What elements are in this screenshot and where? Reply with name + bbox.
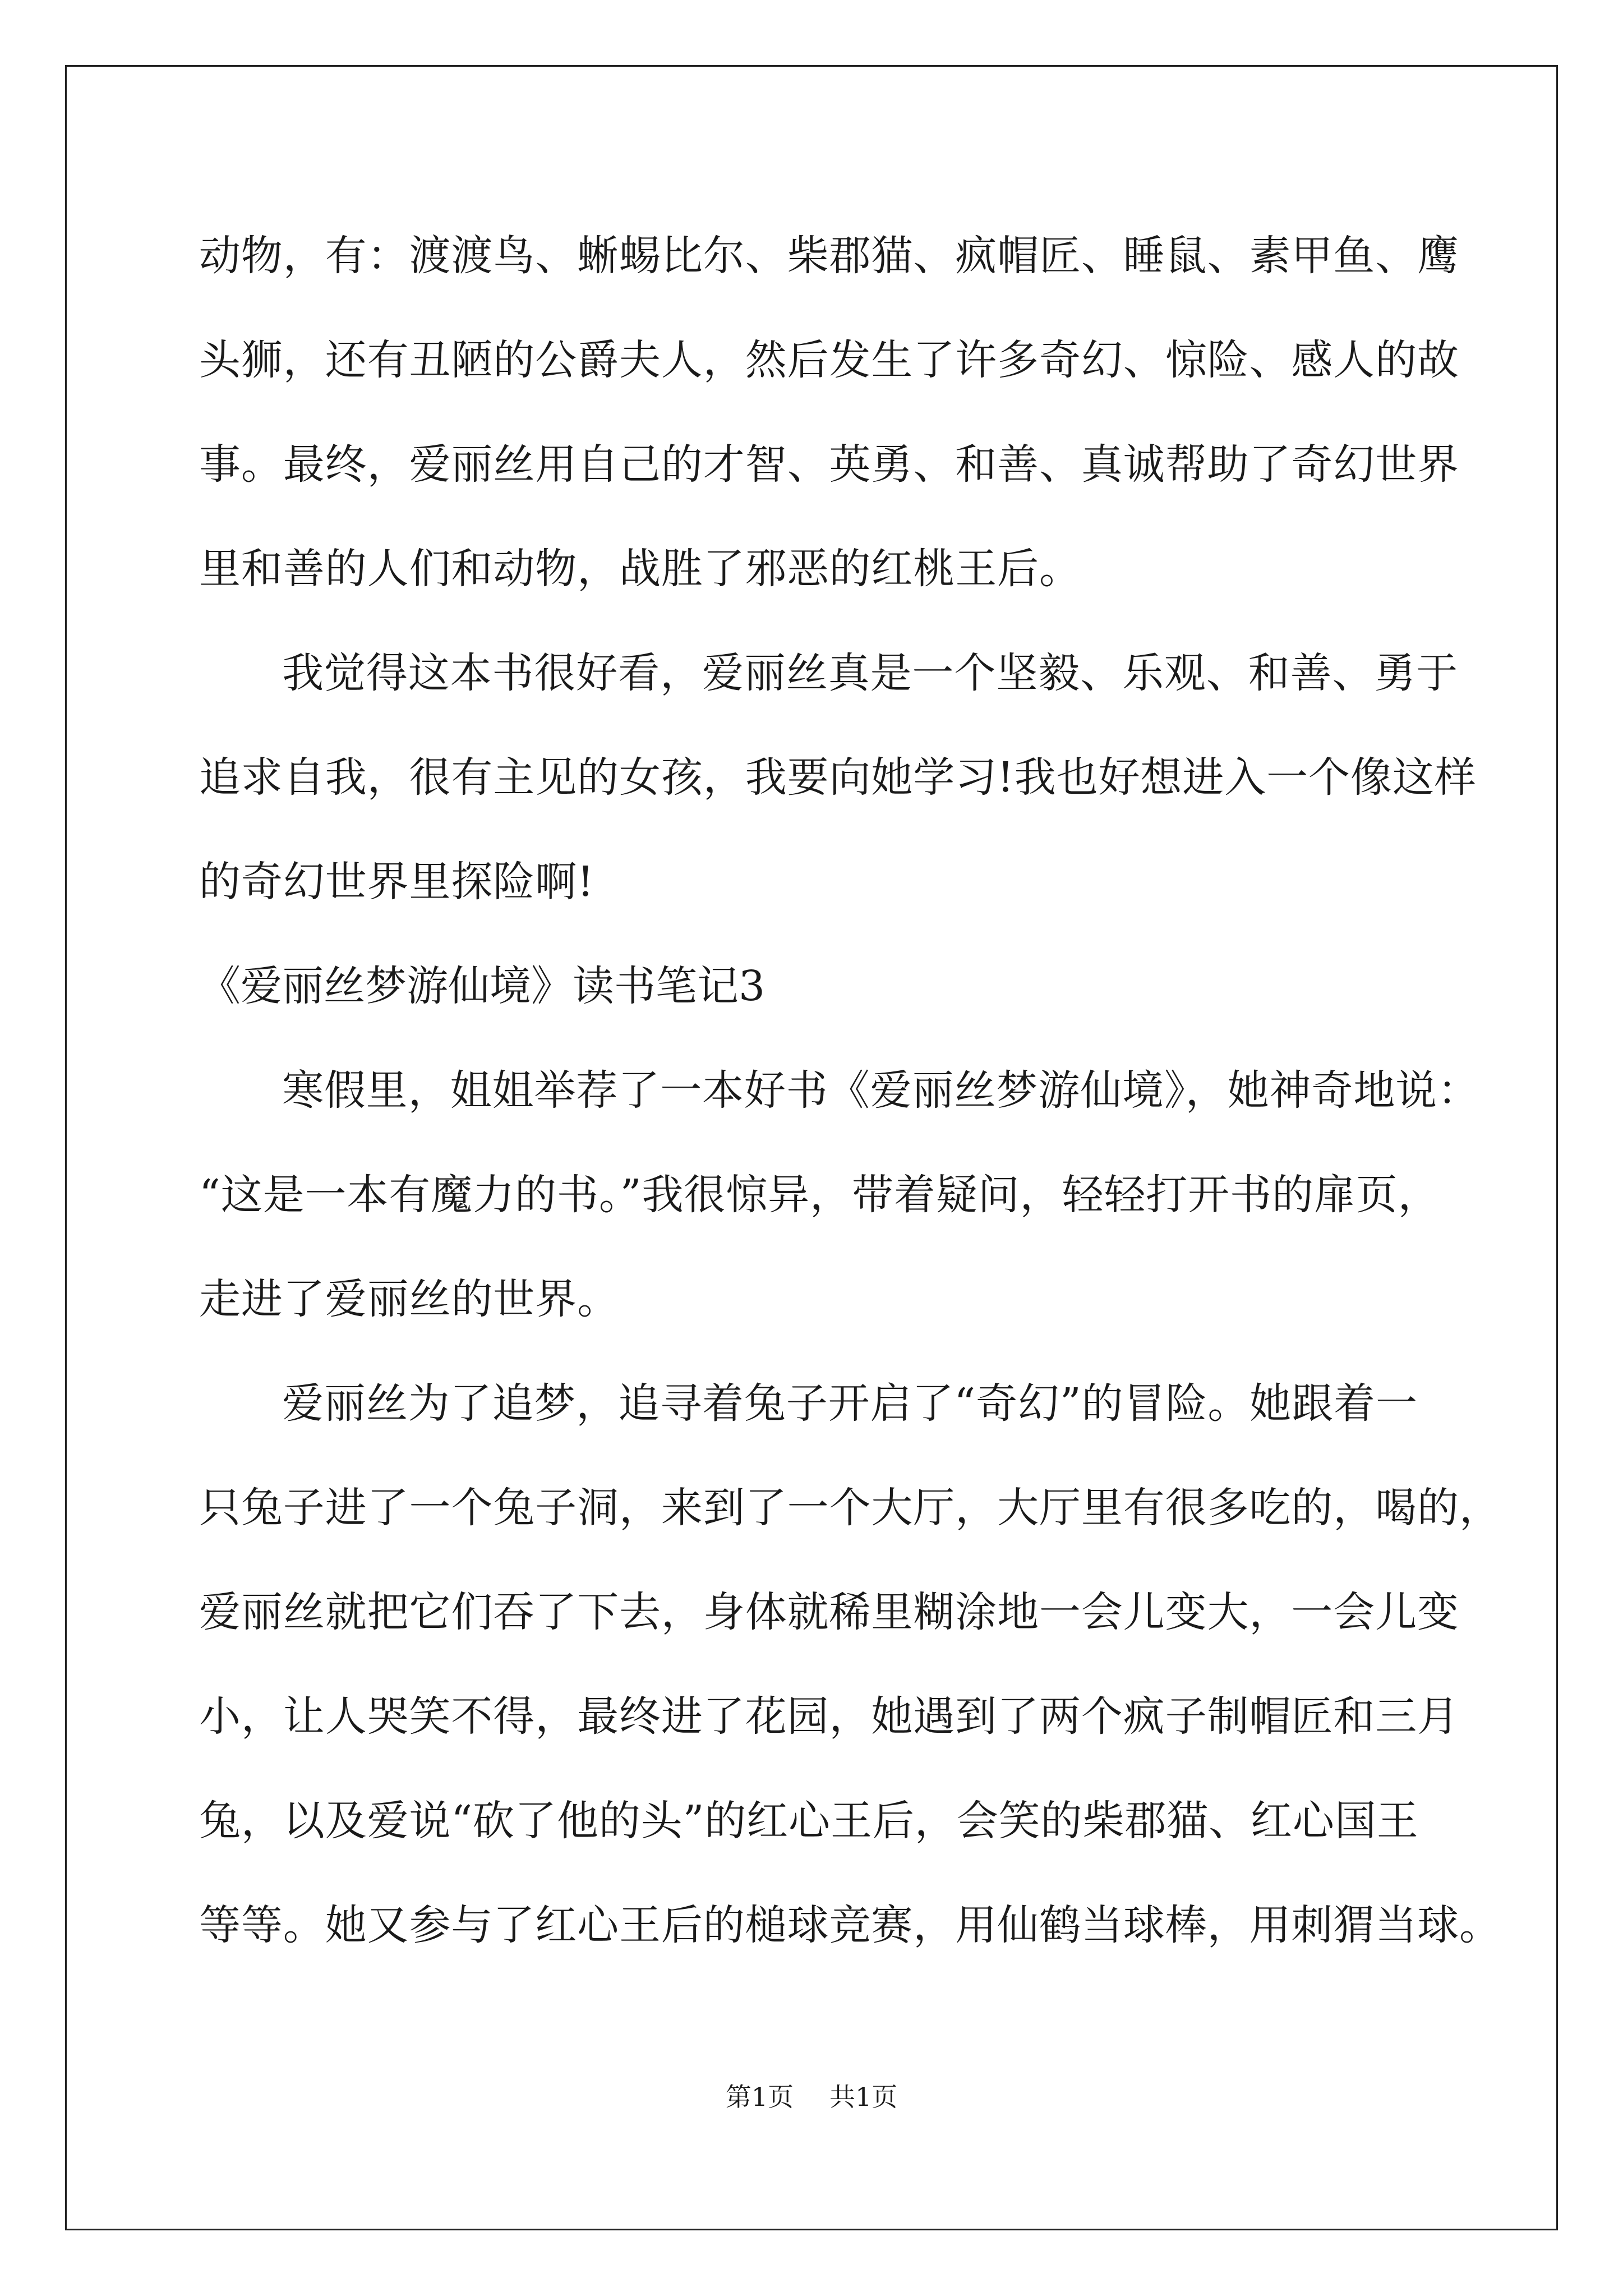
- text-line-4: 里和善的人们和动物，战胜了邪恶的红桃王后。: [199, 545, 1081, 593]
- page-total: 共1页: [829, 2082, 898, 2112]
- document-body: [199, 204, 1501, 1977]
- text-line-5: 我觉得这本书很好看，爱丽丝真是一个坚毅、乐观、和善、勇于: [282, 649, 1459, 697]
- page-number: 第1页: [725, 2082, 794, 2112]
- text-line-2: 头狮，还有丑陋的公爵夫人，然后发生了许多奇幻、惊险、感人的故: [199, 336, 1459, 384]
- text-line-17: 等等。她又参与了红心王后的槌球竞赛，用仙鹤当球棒，用刺猬当球。: [199, 1901, 1501, 1949]
- text-line-3: 事。最终，爱丽丝用自己的才智、英勇、和善、真诚帮助了奇幻世界: [199, 440, 1459, 489]
- text-line-15: 小，让人哭笑不得，最终进了花园，她遇到了两个疯子制帽匠和三月: [199, 1692, 1459, 1741]
- text-line-11: 走进了爱丽丝的世界。: [199, 1275, 619, 1323]
- page-footer: [0, 2080, 1623, 2114]
- text-line-1: 动物，有：渡渡鸟、蜥蜴比尔、柴郡猫、疯帽匠、睡鼠、素甲鱼、鹰: [199, 232, 1459, 280]
- text-line-13: 只兔子进了一个兔子洞，来到了一个大厅，大厅里有很多吃的，喝的，: [199, 1484, 1501, 1532]
- text-line-6: 追求自我，很有主见的女孩，我要向她学习!我也好想进入一个像这样: [199, 753, 1477, 802]
- text-line-14: 爱丽丝就把它们吞了下去，身体就稀里糊涂地一会儿变大，一会儿变: [199, 1588, 1459, 1636]
- section-heading: 《爱丽丝梦游仙境》读书笔记3: [199, 962, 766, 1010]
- text-line-9: 寒假里，姐姐举荐了一本好书《爱丽丝梦游仙境》，她神奇地说：: [282, 1066, 1480, 1115]
- text-line-16: 兔，以及爱说“砍了他的头”的红心王后，会笑的柴郡猫、红心国王: [199, 1797, 1419, 1845]
- text-line-12: 爱丽丝为了追梦，追寻着兔子开启了“奇幻”的冒险。她跟着一: [282, 1379, 1418, 1428]
- text-line-10: “这是一本有魔力的书。”我很惊异，带着疑问，轻轻打开书的扉页，: [199, 1171, 1440, 1219]
- text-line-7: 的奇幻世界里探险啊!: [199, 858, 594, 906]
